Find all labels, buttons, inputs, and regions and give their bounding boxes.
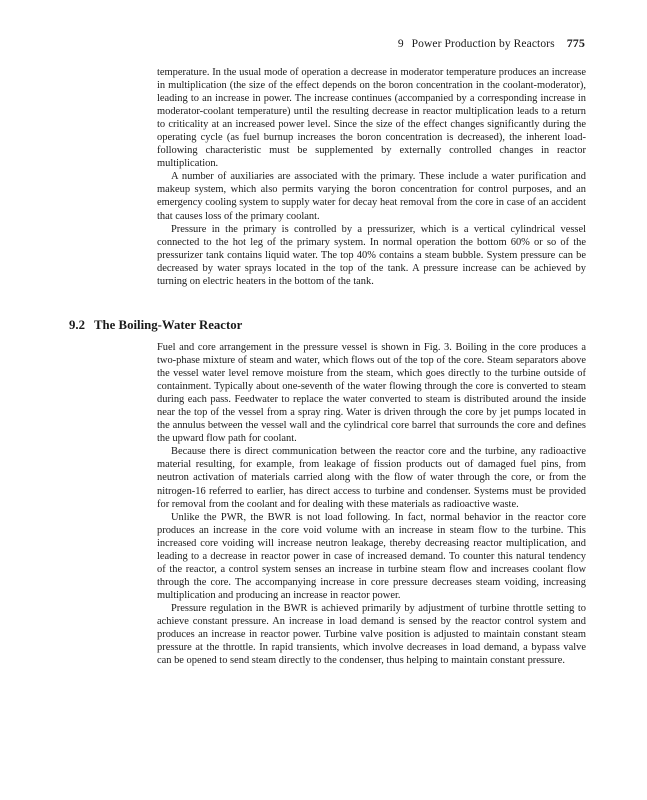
section-number: 9.2 (69, 318, 85, 332)
paragraph-pwr-auxiliaries: A number of auxiliaries are associated with the primary. These include a water purification and makeup system, which also permits varying the boron concentration for control purposes, and an emergency cooling system to supply water for decay heat removal from the core in case of an accident that causes loss of the primary coolant. (157, 171, 586, 222)
paragraph-bwr-pressure-regulation: Pressure regulation in the BWR is achieved primarily by adjustment of turbine throttle setting to achieve constant pressure. An increase in load demand is sensed by the reactor control system and produces an increase in reactor power. Turbine valve position is adjusted to maintain constant steam pressure at the throttle. In rapid transients, which involve decreases in load demand, a bypass valve can be opened to send steam directly to the condenser, thus helping to maintain constant pressure. (157, 602, 586, 667)
running-head (398, 36, 585, 51)
section-heading (69, 318, 242, 333)
paragraph-pwr-load-following: temperature. In the usual mode of operation a decrease in moderator temperature produces an increase in multiplication (the size of the effect depends on the boron concentration in the coolant-moderator), leading to an increase in power. The increase continues (accompanied by a corresponding increase in moderator-coolant temperature) until the resulting decrease in reactor multiplication leads to a return to criticality at an increased power level. Since the size of the effect changes significantly during the operating cycle (as fuel burnup increases the boron concentration is decreased), the inherent load-following characteristic must be supplemented by externally controlled changes in reactor multiplication. (157, 67, 586, 170)
section-title: The Boiling-Water Reactor (94, 318, 243, 332)
paragraph-pwr-pressurizer: Pressure in the primary is controlled by a pressurizer, which is a vertical cylindrical vessel connected to the hot leg of the primary system. In normal operation the bottom 60% or so of the pressurizer tank contains liquid water. The top 40% contains a steam bubble. System pressure can be decreased by water sprays located in the top of the tank. A pressure increase can be achieved by turning on electric heaters in the bottom of the tank. (157, 223, 586, 287)
paragraph-bwr-load-behavior: Unlike the PWR, the BWR is not load following. In fact, normal behavior in the reactor core produces an increase in the core void volume with an increase in steam flow to the turbine. This increased core voiding will increase neutron leakage, thereby decreasing reactor multiplication, and leading to a decrease in reactor power in case of increased demand. To counter this natural tendency of the reactor, a control system senses an increase in turbine steam flow and increases coolant flow through the core. The accompanying increase in core pressure decreases steam voiding, increasing multiplication and producing an increase in reactor power. (157, 511, 586, 601)
page-number: 775 (566, 36, 585, 50)
paragraph-bwr-radioactivity: Because there is direct communication between the reactor core and the turbine, any radioactive material resulting, for example, from leakage of fission products out of damaged fuel pins, from neutron activation of materials carried along with the flow of water through the core, or from the nitrogen-16 referred to earlier, has direct access to turbine and condenser. Systems must be provided for removal from the coolant and for dealing with these materials as radioactive waste. (157, 446, 586, 510)
chapter-number: 9 (397, 38, 404, 50)
bwr-section-text (157, 341, 586, 667)
paragraph-bwr-core-arrangement: Fuel and core arrangement in the pressure vessel is shown in Fig. 3. Boiling in the core produces a two-phase mixture of steam and water, which flows out of the top of the core. Steam separators above the vessel water level remove moisture from the steam, which goes directly to the turbine outside of containment. Typically about one-seventh of the water flowing through the core is converted to steam during each pass. Feedwater to replace the water converted to steam is distributed around the inside near the top of the vessel from a spray ring. Water is driven through the core by jet pumps located in the annulus between the vessel wall and the cylindrical core barrel that surrounds the core and defines the upward flow path for coolant. (157, 342, 586, 445)
chapter-title: Power Production by Reactors (411, 38, 555, 50)
pwr-continuation-text (157, 66, 586, 288)
